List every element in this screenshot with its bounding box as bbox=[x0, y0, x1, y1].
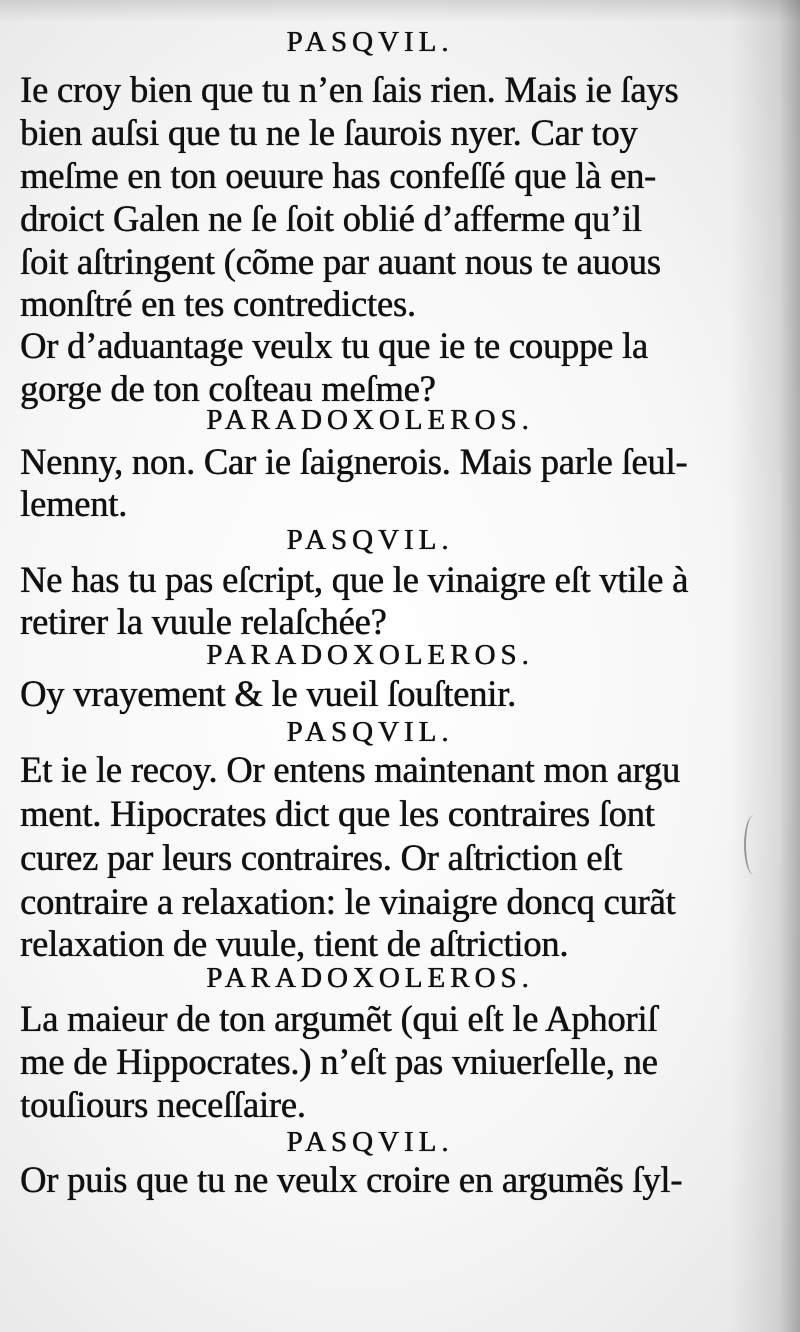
text-line: Nenny, non. Car ie ſaignerois. Mais parle ſeul- bbox=[20, 441, 688, 482]
text-line: Or puis que tu ne veulx croire en argumẽs ſyl- bbox=[20, 1159, 683, 1200]
speaker-heading: PARADOXOLEROS. bbox=[206, 962, 534, 994]
text-line: Ne has tu pas eſcript, que le vinaigre eſt vtile à bbox=[20, 559, 689, 600]
text-line: contraire a relaxation: le vinaigre doncq curãt bbox=[20, 881, 676, 922]
text-line: curez par leurs contraires. Or aſtriction eſt bbox=[20, 837, 623, 878]
text-line: Et ie le recoy. Or entens maintenant mon argu bbox=[20, 749, 680, 790]
text-line: Oy vrayement & le vueil ſouſtenir. bbox=[20, 673, 516, 714]
text-line: me de Hippocrates.) n’eſt pas vniuerſelle, ne bbox=[20, 1041, 658, 1082]
text-line: gorge de ton coſteau meſme? bbox=[20, 368, 436, 409]
text-line: droict Galen ne ſe ſoit oblié d’afferme qu’il bbox=[20, 198, 642, 239]
speaker-heading: PASQVIL. bbox=[286, 26, 454, 58]
speaker-heading: PARADOXOLEROS. bbox=[206, 404, 534, 436]
text-line: bien auſsi que tu ne le ſaurois nyer. Car toy bbox=[20, 112, 638, 153]
text-line: ment. Hipocrates dict que les contraires ſont bbox=[20, 793, 655, 834]
text-line: ſoit aſtringent (cõme par auant nous te auous bbox=[20, 241, 661, 282]
text-line: touſiours neceſſaire. bbox=[20, 1084, 306, 1125]
text-line: relaxation de vuule, tient de aſtriction. bbox=[20, 923, 569, 964]
page-top-shadow bbox=[0, 0, 800, 22]
text-line: Or d’aduantage veulx tu que ie te couppe la bbox=[20, 325, 648, 366]
speaker-heading: PARADOXOLEROS. bbox=[206, 639, 534, 671]
page-edge-shadow bbox=[730, 0, 800, 1332]
speaker-heading: PASQVIL. bbox=[286, 1126, 454, 1158]
text-line: lement. bbox=[20, 483, 128, 524]
speaker-heading: PASQVIL. bbox=[286, 716, 454, 748]
text-line: La maieur de ton argumẽt (qui eſt le Aphoriſ bbox=[20, 998, 658, 1039]
speaker-heading: PASQVIL. bbox=[286, 524, 454, 556]
text-line: monſtré en tes contredictes. bbox=[20, 283, 416, 324]
text-line: retirer la vuule relaſchée? bbox=[20, 601, 387, 642]
text-line: meſme en ton oeuure has confeſſé que là en- bbox=[20, 155, 656, 196]
text-line: Ie croy bien que tu n’en ſais rien. Mais ie ſays bbox=[20, 69, 679, 110]
